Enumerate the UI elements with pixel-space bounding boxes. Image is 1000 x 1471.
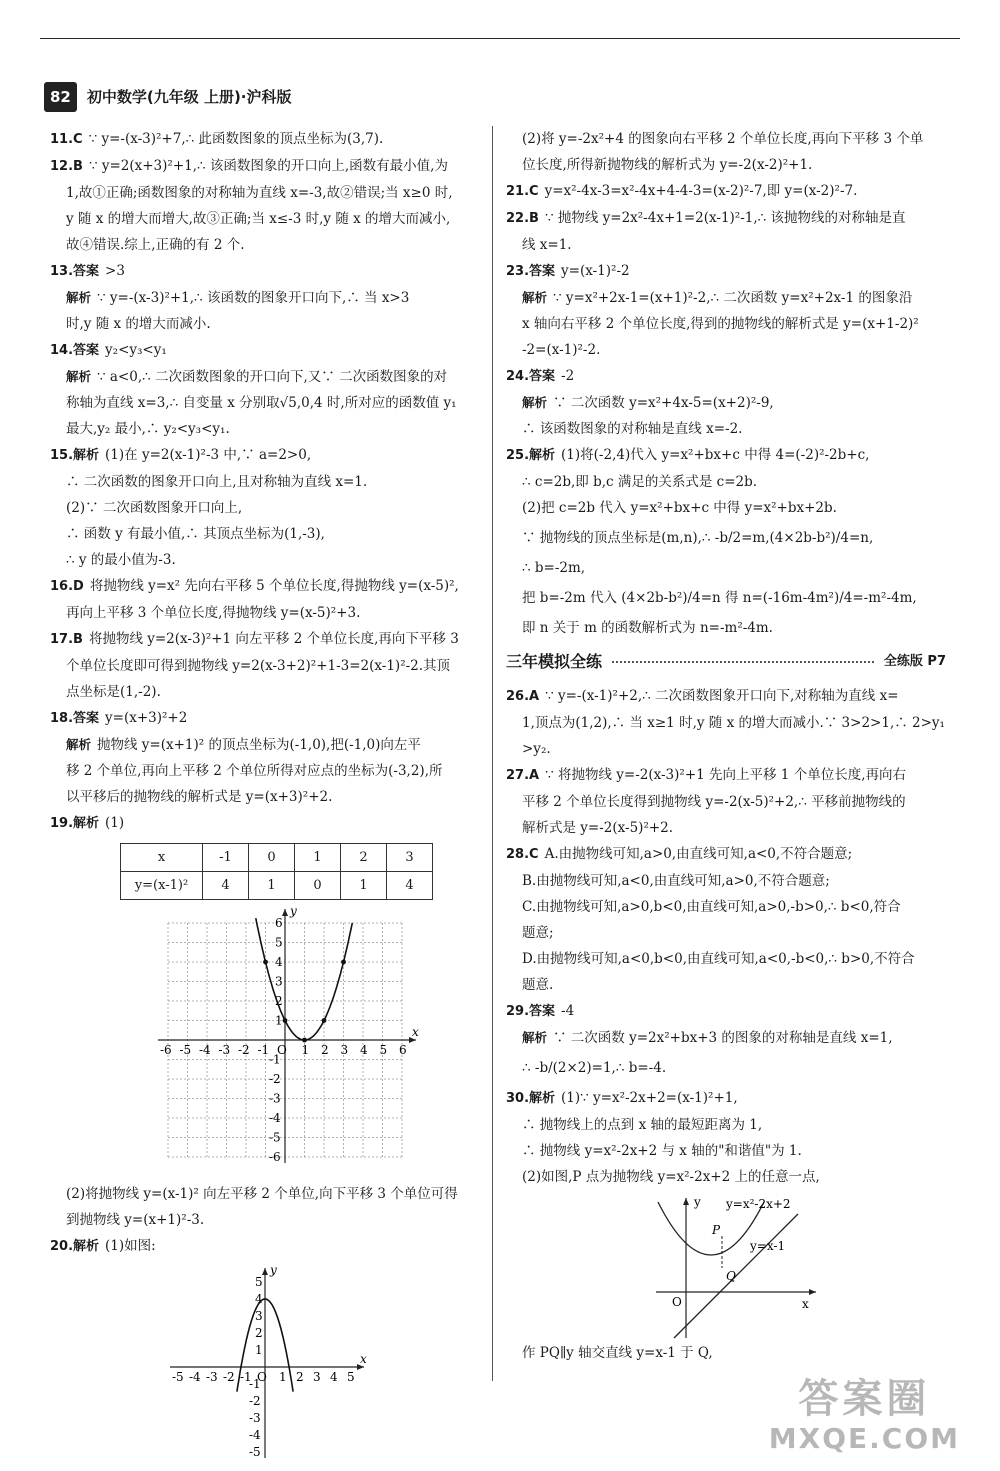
table-cell: 1 xyxy=(249,872,295,900)
x-tick-label: 3 xyxy=(313,1370,321,1384)
y-tick-label: -4 xyxy=(269,1111,281,1125)
x-tick-label: 5 xyxy=(379,1043,388,1057)
label-line: y=x-1 xyxy=(750,1239,786,1253)
y-tick-label: -4 xyxy=(249,1428,261,1442)
answer-30-line: 作 PQ∥y 轴交直线 y=x-1 于 Q, xyxy=(522,1345,713,1361)
answer-28-line: C.由抛物线可知,a>0,b<0,由直线可知,a>0,-b>0,∴ b<0,符合 xyxy=(522,899,901,915)
y-axis-arrow xyxy=(282,909,288,916)
answer-29-line: ∴ -b/(2×2)=1,∴ b=-4. xyxy=(522,1060,667,1076)
x-axis-label: x xyxy=(412,1025,419,1039)
x-tick-label: -3 xyxy=(218,1043,231,1057)
answer-19: 19.解析 (1) xyxy=(50,815,125,831)
answer-17: 17.B 将抛物线 y=2(x-3)²+1 向左平移 2 个单位长度,再向下平移 3 xyxy=(50,631,459,647)
y-tick-label: -1 xyxy=(249,1377,261,1391)
answer-22: 22.B ∵ 抛物线 y=2x²-4x+1=2(x-1)²-1,∴ 该抛物线的对称轴是直 xyxy=(506,210,906,226)
answer-14: 14.答案 y₂<y₃<y₁ xyxy=(50,342,167,358)
x-tick-label: -1 xyxy=(257,1043,270,1057)
label-q: Q xyxy=(726,1269,736,1283)
answer-25-line: ∵ 抛物线的顶点坐标是(m,n),∴ -b/2=m,(4×2b-b²)/4=n, xyxy=(522,530,874,546)
x-tick-label: 3 xyxy=(340,1043,349,1057)
section-header xyxy=(506,645,946,679)
y-axis-label: y xyxy=(290,906,297,918)
answer-12: 12.B ∵ y=2(x+3)²+1,∴ 该函数图象的开口向上,函数有最小值,为 xyxy=(50,158,448,174)
section-ref: 全练版 P7 xyxy=(883,654,946,669)
y-tick-label: -3 xyxy=(269,1091,281,1106)
answer-17-line: 点坐标是(1,-2). xyxy=(66,684,161,700)
x-tick-label: -2 xyxy=(238,1043,250,1057)
answer-28-line: 题意; xyxy=(522,925,554,941)
answer-17-line: 个单位长度即可得到抛物线 y=2(x-3+2)²+1-3=2(x-1)²-2.其顶 xyxy=(66,658,451,674)
answer-28-line: 题意. xyxy=(522,977,554,993)
answer-18-line: 以平移后的抛物线的解析式是 y=(x+3)²+2. xyxy=(66,789,333,805)
x-tick-label: 1 xyxy=(279,1370,287,1384)
answer-27-line: 平移 2 个单位长度得到抛物线 y=-2(x-5)²+2,∴ 平移前抛物线的 xyxy=(522,794,906,810)
watermark-url: MXQE.COM xyxy=(768,1422,960,1455)
table-cell: 4 xyxy=(203,872,249,900)
answer-27: 27.A ∵ 将抛物线 y=-2(x-3)²+1 先向上平移 1 个单位长度,再向右 xyxy=(506,767,906,783)
answer-15-line: (2)∵ 二次函数图象开口向上, xyxy=(66,500,243,516)
answer-23: 23.答案 y=(x-1)²-2 xyxy=(506,263,630,279)
answer-12-line: 故④错误.综上,正确的有 2 个. xyxy=(66,237,245,253)
label-y-axis: y xyxy=(694,1195,701,1209)
page-header xyxy=(44,84,292,110)
answer-18-line: 移 2 个单位,再向上平移 2 个单位所得对应点的坐标为(-3,2),所 xyxy=(66,763,443,779)
label-origin: O xyxy=(672,1295,682,1309)
table-cell: 3 xyxy=(387,844,433,872)
book-title: 初中数学(九年级 上册)·沪科版 xyxy=(86,88,292,106)
answer-21: 21.C y=x²-4x-3=x²-4x+4-4-3=(x-2)²-7,即 y=(x-2)²-7. xyxy=(506,183,858,199)
x-axis-arrow xyxy=(809,1289,816,1295)
x-tick-label: -5 xyxy=(172,1370,184,1384)
column-divider xyxy=(492,126,493,1381)
answer-23-line: -2=(x-1)²-2. xyxy=(522,342,601,358)
top-rule xyxy=(40,38,960,39)
answer-14-analysis: 解析 ∵ a<0,∴ 二次函数图象的开口向下,又∵ 二次函数图象的对 xyxy=(66,369,448,385)
label-p: P xyxy=(712,1223,721,1237)
answer-12-line: y 随 x 的增大而增大,故③正确;当 x≤-3 时,y 随 x 的增大而减小, xyxy=(66,211,451,227)
answer-18-analysis: 解析 抛物线 y=(x+1)² 的顶点坐标为(-1,0),把(-1,0)向左平 xyxy=(66,737,421,753)
y-axis-arrow xyxy=(683,1198,689,1205)
y-tick-label: 4 xyxy=(255,1292,263,1306)
answer-30-line: (2)如图,P 点为抛物线 y=x²-2x+2 上的任意一点, xyxy=(522,1169,820,1185)
answer-18: 18.答案 y=(x+3)²+2 xyxy=(50,710,188,726)
table-cell: 2 xyxy=(341,844,387,872)
y-tick-label: -1 xyxy=(269,1052,281,1067)
answer-20: 20.解析 (1)如图: xyxy=(50,1238,156,1254)
figure-30 xyxy=(506,1190,946,1340)
x-tick-label: 2 xyxy=(296,1370,304,1384)
x-tick-label: -3 xyxy=(206,1370,218,1384)
dotted-leader xyxy=(612,661,874,663)
answer-28-line: D.由抛物线可知,a<0,b<0,由直线可知,a<0,-b<0,∴ b>0,不符合 xyxy=(522,951,915,967)
y-tick-label: 4 xyxy=(275,955,283,969)
answer-23-analysis: 解析 ∵ y=x²+2x-1=(x+1)²-2,∴ 二次函数 y=x²+2x-1 的图象沿 xyxy=(522,290,913,306)
x-tick-label: 1 xyxy=(301,1043,310,1057)
x-tick-label: -4 xyxy=(189,1370,201,1384)
answer-20-line: 位长度,所得新抛物线的解析式为 y=-2(x-2)²+1. xyxy=(522,157,813,173)
x-tick-label: -2 xyxy=(223,1370,235,1384)
x-tick-label: -5 xyxy=(179,1043,192,1057)
y-tick-label: 1 xyxy=(255,1343,263,1357)
y-axis-label: y xyxy=(270,1263,277,1277)
watermark-logo-text: 答案圈 xyxy=(798,1376,931,1422)
answer-25-line: ∴ c=2b,即 b,c 满足的关系式是 c=2b. xyxy=(522,474,758,490)
answer-26-line: >y₂. xyxy=(522,741,551,757)
table-cell: y=(x-1)² xyxy=(121,872,203,900)
right-column xyxy=(506,126,946,1366)
answer-25-line: 把 b=-2m 代入 (4×2b-b²)/4=n 得 n=(-16m-4m²)/4=-m²-4m, xyxy=(522,590,917,606)
x-axis-label: x xyxy=(360,1352,367,1366)
table-cell: 0 xyxy=(295,872,341,900)
answer-23-line: x 轴向右平移 2 个单位长度,得到的抛物线的解析式是 y=(x+1-2)² xyxy=(522,316,919,332)
answer-24-analysis: 解析 ∵ 二次函数 y=x²+4x-5=(x+2)²-9, xyxy=(522,395,774,411)
section-title: 三年模拟全练 xyxy=(506,652,603,671)
answer-15-line: ∴ 函数 y 有最小值,∴ 其顶点坐标为(1,-3), xyxy=(66,526,325,542)
answer-25-line: 即 n 关于 m 的函数解析式为 n=-m²-4m. xyxy=(522,620,773,636)
value-table xyxy=(120,843,433,900)
table-cell: 0 xyxy=(249,844,295,872)
y-tick-label: 6 xyxy=(275,916,283,930)
watermark xyxy=(768,1376,960,1459)
y-tick-label: -3 xyxy=(249,1411,261,1425)
y-axis-arrow xyxy=(262,1268,268,1275)
y-tick-label: 5 xyxy=(255,1275,263,1289)
x-tick-label: 2 xyxy=(321,1043,329,1057)
answer-15-line: ∴ y 的最小值为-3. xyxy=(66,552,176,568)
table-cell: 1 xyxy=(341,872,387,900)
x-tick-label: O xyxy=(257,1370,267,1384)
answer-22-line: 线 x=1. xyxy=(522,237,572,253)
y-tick-label: -5 xyxy=(269,1130,281,1145)
y-tick-label: -2 xyxy=(269,1072,281,1086)
parabola-curve xyxy=(256,918,352,1040)
plot-point xyxy=(302,1038,307,1043)
answer-30-line: ∴ 抛物线 y=x²-2x+2 与 x 轴的"和谐值"为 1. xyxy=(522,1143,802,1159)
answer-28-line: B.由抛物线可知,a<0,由直线可知,a>0,不符合题意; xyxy=(522,873,830,889)
x-tick-label: 5 xyxy=(347,1370,355,1384)
label-curve: y=x²-2x+2 xyxy=(726,1197,791,1211)
answer-24-line: ∴ 该函数图象的对称轴是直线 x=-2. xyxy=(522,421,743,437)
label-x-axis: x xyxy=(802,1297,809,1311)
answer-26-line: 1,顶点为(1,2),∴ 当 x≥1 时,y 随 x 的增大而减小.∵ 3>2>1,∴ 2>y₁ xyxy=(522,715,945,731)
x-tick-label: 4 xyxy=(360,1043,368,1057)
y-tick-label: 2 xyxy=(275,994,283,1008)
x-tick-label: -4 xyxy=(199,1043,211,1057)
answer-13-analysis: 解析 ∵ y=-(x-3)²+1,∴ 该函数的图象开口向下,∴ 当 x>3 xyxy=(66,290,410,306)
y-tick-label: 3 xyxy=(255,1309,263,1323)
parabola-graph-20 xyxy=(50,1260,490,1471)
page-number: 82 xyxy=(44,82,77,112)
answer-29: 29.答案 -4 xyxy=(506,1003,575,1019)
answer-13-line: 时,y 随 x 的增大而减小. xyxy=(66,316,211,332)
table-cell: -1 xyxy=(203,844,249,872)
answer-25-line: (2)把 c=2b 代入 y=x²+bx+c 中得 y=x²+bx+2b. xyxy=(522,500,837,516)
y-tick-label: -6 xyxy=(269,1150,281,1164)
answer-25: 25.解析 (1)将(-2,4)代入 y=x²+bx+c 中得 4=(-2)²-2b+c, xyxy=(506,447,870,463)
answer-20-line: (2)将 y=-2x²+4 的图象向右平移 2 个单位长度,再向下平移 3 个单 xyxy=(522,131,924,147)
answer-11: 11.C ∵ y=-(x-3)²+7,∴ 此函数图象的顶点坐标为(3,7). xyxy=(50,131,384,147)
answer-15: 15.解析 (1)在 y=2(x-1)²-3 中,∵ a=2>0, xyxy=(50,447,312,463)
answer-30-line: ∴ 抛物线上的点到 x 轴的最短距离为 1, xyxy=(522,1117,763,1133)
answer-14-line: 称轴为直线 x=3,∴ 自变量 x 分别取√5,0,4 时,所对应的函数值 y₁ xyxy=(66,395,457,411)
answer-29-analysis: 解析 ∵ 二次函数 y=2x²+bx+3 的图象的对称轴是直线 x=1, xyxy=(522,1030,893,1046)
answer-12-line: 1,故①正确;函数图象的对称轴为直线 x=-3,故②错误;当 x≥0 时, xyxy=(66,185,453,201)
parabola-graph-19 xyxy=(50,906,490,1181)
answer-15-line: ∴ 二次函数的图象开口向上,且对称轴为直线 x=1. xyxy=(66,474,368,490)
left-column xyxy=(50,126,490,1471)
answer-13: 13.答案 >3 xyxy=(50,263,125,279)
table-cell: x xyxy=(121,844,203,872)
x-tick-label: -6 xyxy=(160,1043,172,1057)
answer-16: 16.D 将抛物线 y=x² 先向右平移 5 个单位长度,得抛物线 y=(x-5)², xyxy=(50,578,459,594)
plot-point xyxy=(263,960,268,965)
y-tick-label: -2 xyxy=(249,1394,261,1408)
answer-25-line: ∴ b=-2m, xyxy=(522,560,586,576)
y-tick-label: -5 xyxy=(249,1445,261,1459)
answer-24: 24.答案 -2 xyxy=(506,368,575,384)
x-tick-label: 4 xyxy=(330,1370,338,1384)
line-y-eq-x-minus-1 xyxy=(674,1214,798,1338)
plot-point xyxy=(322,1018,327,1023)
table-cell: 4 xyxy=(387,872,433,900)
x-tick-label: -1 xyxy=(240,1370,252,1384)
answer-27-line: 解析式是 y=-2(x-5)²+2. xyxy=(522,820,674,836)
answer-19-line: (2)将抛物线 y=(x-1)² 向左平移 2 个单位,向下平移 3 个单位可得 xyxy=(66,1186,458,1202)
y-tick-label: 2 xyxy=(255,1326,263,1340)
table-cell: 1 xyxy=(295,844,341,872)
answer-30: 30.解析 (1)∵ y=x²-2x+2=(x-1)²+1, xyxy=(506,1090,738,1106)
plot-point xyxy=(283,1018,288,1023)
y-tick-label: 5 xyxy=(275,935,283,950)
y-tick-label: 3 xyxy=(275,974,283,989)
x-tick-label: 6 xyxy=(399,1043,407,1057)
answer-28: 28.C A.由抛物线可知,a>0,由直线可知,a<0,不符合题意; xyxy=(506,846,853,862)
answer-16-line: 再向上平移 3 个单位长度,得抛物线 y=(x-5)²+3. xyxy=(66,605,361,621)
answer-14-line: 最大,y₂ 最小,∴ y₂<y₃<y₁. xyxy=(66,421,230,437)
answer-26: 26.A ∵ y=-(x-1)²+2,∴ 二次函数图象开口向下,对称轴为直线 x= xyxy=(506,688,899,704)
plot-point xyxy=(341,960,346,965)
answer-19-line: 到抛物线 y=(x+1)²-3. xyxy=(66,1212,205,1228)
x-tick-label: O xyxy=(277,1043,287,1057)
y-tick-label: 1 xyxy=(275,1013,283,1028)
